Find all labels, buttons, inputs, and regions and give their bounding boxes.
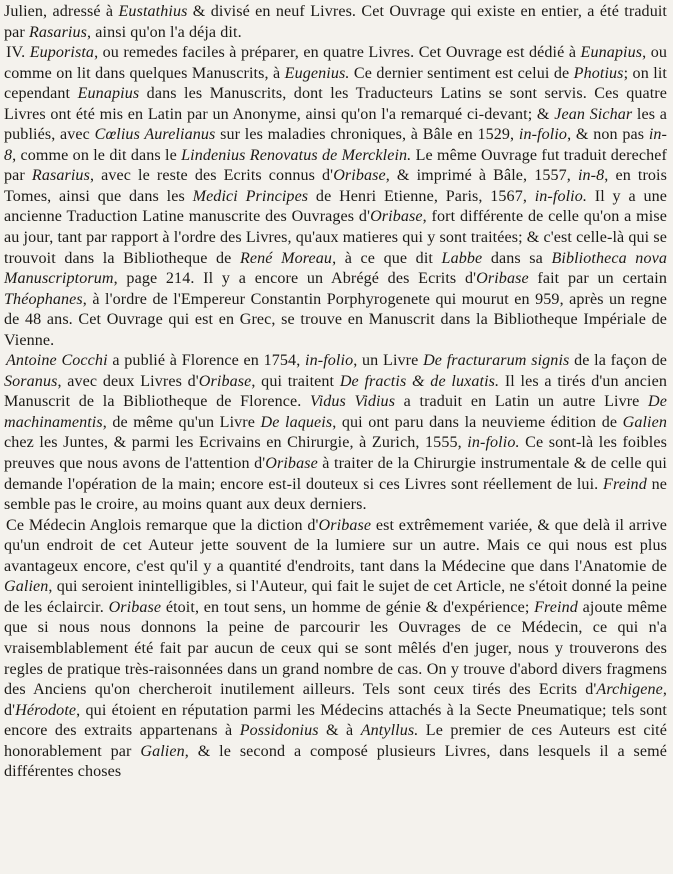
italic-text: Galien [140,742,185,760]
italic-text: Soranus [4,372,58,390]
text-run: , en trois Tomes, ainsi que dans les [4,167,667,205]
italic-text: Oribase [198,372,252,390]
text-run: & à [318,722,361,740]
body-text [4,2,667,783]
text-run: ajoute même que si nous nous donnons la peine de parcourir les Ouvrages de ce Médecin, ce qui n'a vraisemblablement été fait par aucun de ceux qui se sont mêlés d'en juger, nous y trouverons des regles de pratique très-raisonnées dans un grand nombre de cas. On y trouve d'abord divers fragmens des Anciens qu'on chercheroit inutilement ailleurs. Tels sont ceux tirés des Ecrits d' [4,598,667,699]
italic-text: Oribase [318,516,372,534]
text-run: est extrêmement variée, & que delà il arrive qu'un endroit de cet Auteur jette souvent de la lumiere sur un autre. Mais ce qui nous est plus avantageux encore, c'est qu'il y a quantité d'endroits, tant dans la Médecine que dans l'Anatomie de [4,516,667,575]
text-run: , comme on le dit dans le [12,146,182,164]
text-run: Le premier de ces Auteurs est cité honorablement par [4,722,667,760]
text-run: les a publiés, avec [4,105,668,144]
text-run: Ce sont-là les foibles preuves que nous avons de l'attention d' [4,434,667,473]
italic-text: Antyllus. [360,722,419,740]
text-run: de Henri Etienne, Paris, 1567, [308,187,535,205]
text-run: de la façon de [569,352,668,370]
text-run: Ce dernier sentiment est celui de [349,64,574,82]
italic-text: Lindenius Renovatus de Mercklein. [181,146,412,164]
italic-text: Oribase [265,455,318,473]
italic-text: Eunapius [77,85,140,103]
text-run: & divisé en neuf Livres. Cet Ouvrage qui existe en entier, a été traduit par [4,3,667,41]
italic-text: in-8 [4,126,668,164]
text-run: à traiter de la Chirurgie instrumentale & de celle qui demande l'opération de la main; encore est-il douteux si ces Livres sont réellement de lui. [4,455,667,493]
italic-text: Hérodote [15,701,77,719]
text-run: , ainsi qu'on l'a déja dit. [87,23,242,41]
paragraph-p2 [4,43,667,351]
italic-text: De fractis & de luxatis. [339,372,500,390]
text-run: , & imprimé à Bâle, 1557, [385,167,578,185]
italic-text: in-folio [305,352,354,370]
italic-text: Archigene [596,681,663,699]
paragraph-p4 [4,516,667,783]
text-run: Il y a une ancienne Traduction Latine manuscrite des Ouvrages d' [4,187,667,226]
italic-text: De machinamentis [4,393,667,431]
italic-text: Jean Sichar [554,105,633,123]
italic-text: De fracturarum signis [423,352,570,370]
text-run: , page 214. Il y a encore un Abrégé des Ecrits d' [113,270,477,288]
italic-text: in-folio. [467,434,520,452]
text-run: Le même Ouvrage fut traduit derechef par [4,146,667,185]
text-run: , qui ont paru dans la neuvieme édition de [332,413,623,431]
text-run: dans les Manuscrits, dont les Traducteurs Latins se sont servis. Ces quatre Livres ont été mis en Latin par un Anonyme, ainsi qu'on l'a remarqué ci-devant; & [4,85,667,123]
text-run: Ce Médecin Anglois remarque que la diction d' [6,516,319,534]
italic-text: in-8 [577,167,605,185]
text-run: Il les a tirés d'un ancien Manuscrit de la Bibliotheque de Florence. [4,372,667,411]
text-run: , qui étoient en réputation parmi les Médecins attachés à la Secte Pneumatique; tels sont encore des extraits appartenans à [4,701,667,740]
italic-text: Possidonius [239,722,319,740]
text-run: a publié à Florence en 1754, [107,352,306,370]
text-run: , & non pas [567,126,649,144]
text-run: , avec le reste des Ecrits connus d' [89,167,334,185]
text-run: étoit, en tout sens, un homme de génie & d'expérience; [161,598,535,616]
text-run: sur les maladies chroniques, à Bâle en 1529, [215,126,519,144]
italic-text: Antoine Cocchi [6,352,108,370]
text-run: IV. [6,44,30,62]
text-run: chez les Juntes, & parmi les Ecrivains en Chirurgie, à Zurich, 1555, [4,434,468,452]
text-run: , ou comme on lit dans quelques Manuscrits, à [4,44,667,82]
text-run: ne semble pas le croire, au moins quant aux deux derniers. [4,475,667,514]
italic-text: Labbe [441,249,483,267]
text-run: , de même qu'un Livre [102,413,261,431]
italic-text: Eustathius [118,3,188,20]
text-run: , qui seroient inintelligibles, si l'Auteur, qui fait le sujet de cet Article, ne s'étoit donné la peine de les éclaircir. [4,578,667,616]
text-run: Julien, adressé à [4,3,119,20]
italic-text: Oribase [476,270,529,288]
text-run: ; on lit cependant [4,64,667,103]
text-run: , fort différente de celle qu'on a mise au jour, tant par rapport à l'ordre des Livres, qu'aux matieres qui y sont traitées; & c'est celle-là qui se trouvoit dans la Bibliotheque de [4,208,667,267]
italic-text: Photius [573,64,624,82]
italic-text: Rasarius [28,23,88,41]
text-run: fait par un certain [528,270,667,288]
italic-text: René Moreau [239,249,333,267]
paragraph-p1 [4,2,667,43]
italic-text: Rasarius [31,167,90,185]
text-run: , ou remedes faciles à préparer, en quatre Livres. Cet Ouvrage est dédié à [94,44,581,62]
italic-text: Medici Principes [192,187,309,205]
italic-text: Oribase [108,598,162,616]
text-run: , à l'ordre de l'Empereur Constantin Porphyrogenete qui mourut en 959, après un regne de 48 ans. Cet Ouvrage qui est en Grec, se trouve en Manuscrit dans la Bibliotheque Impériale de Vienne. [4,290,667,349]
italic-text: Oribase [333,167,386,185]
text-run: , qui traitent [251,372,340,390]
italic-text: in-folio. [534,187,588,205]
italic-text: Eugenius. [284,64,350,82]
italic-text: Bibliotheca nova Manuscriptorum [4,249,667,288]
italic-text: Eunapius [580,44,643,62]
italic-text: Galien [4,578,49,596]
text-run: , d' [4,681,667,719]
italic-text: Freind [603,475,647,493]
text-run: , & le second a composé plusieurs Livres, dans lesquels il a semé différentes choses [4,742,668,781]
text-run: a traduit en Latin un autre Livre [395,393,649,411]
italic-text: Cœlius Aurelianus [94,126,216,144]
italic-text: De laqueis [260,413,333,431]
text-run: , avec deux Livres d' [57,372,199,390]
paragraph-p3 [4,351,667,515]
italic-text: Oribase [370,208,423,226]
italic-text: Euporista [29,44,95,62]
italic-text: Théophanes [4,290,83,308]
italic-text: Freind [534,598,578,616]
italic-text: Galien [622,413,668,431]
italic-text: Vidus Vidius [309,393,396,411]
text-run: dans sa [482,249,552,267]
text-run: , un Livre [353,352,424,370]
text-run: , à ce que dit [332,249,442,267]
italic-text: in-folio [518,126,568,144]
